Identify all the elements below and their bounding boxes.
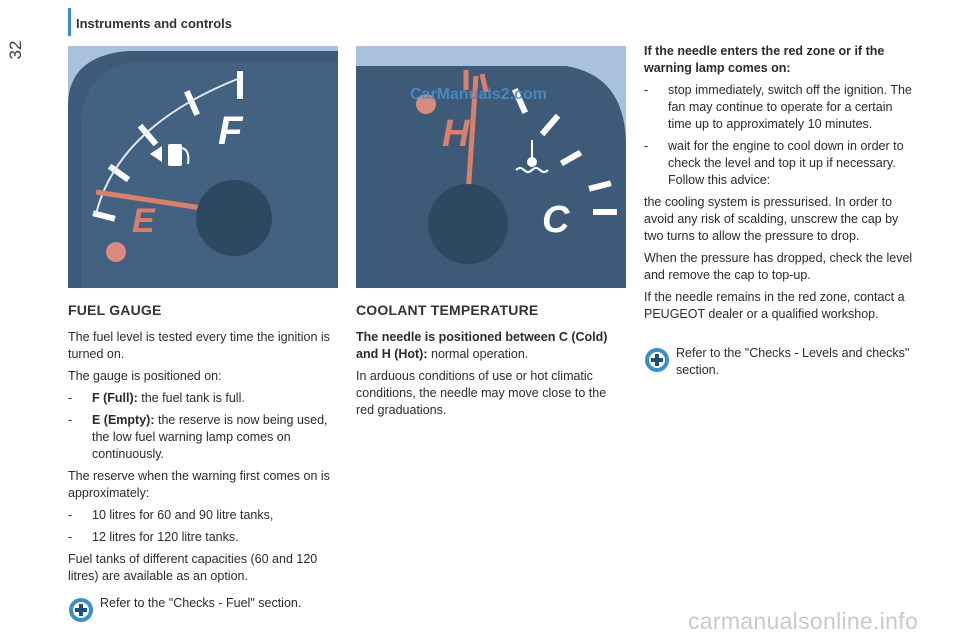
fuel-positioned: The gauge is positioned on:	[68, 369, 222, 383]
photo-watermark: CarManuals2.com	[410, 86, 547, 103]
list-dash: -	[68, 508, 73, 522]
coolant-title: COOLANT TEMPERATURE	[356, 302, 539, 318]
warning-section	[644, 43, 914, 379]
reserve-item-1: 10 litres for 60 and 90 litre tanks,	[92, 508, 274, 522]
warning-pressurised: the cooling system is pressurised. In order to avoid any risk of scalding, unscrew the cap by two turns to allow the pressure to drop.	[644, 195, 899, 243]
coolant-gauge-photo	[356, 46, 626, 288]
list-item	[68, 507, 334, 524]
site-watermark: carmanualsonline.info	[688, 608, 919, 634]
page-number: 32	[6, 40, 25, 60]
list-item	[644, 138, 914, 189]
list-dash: -	[68, 530, 73, 544]
low-fuel-warning-lamp	[106, 242, 126, 262]
empty-text: the reserve is now being used, the low fuel warning lamp comes on continuously.	[92, 413, 328, 461]
warning-dropped: When the pressure has dropped, check the level and remove the cap to top-up.	[644, 251, 913, 282]
gauge-hot-label: H	[442, 113, 470, 155]
warning-item-1: stop immediately, switch off the ignition. The fan may continue to operate for a certain time up to approximately 10 minutes.	[668, 83, 912, 131]
list-dash: -	[68, 413, 73, 427]
list-item	[68, 390, 334, 407]
levels-reference-note	[644, 345, 914, 379]
full-text: the fuel tank is full.	[137, 391, 245, 405]
coolant-normal-text: normal operation.	[427, 347, 529, 361]
empty-label: E (Empty):	[92, 413, 155, 427]
full-label: F (Full):	[92, 391, 138, 405]
reserve-item-2: 12 litres for 120 litre tanks.	[92, 530, 239, 544]
list-item	[68, 412, 334, 463]
coolant-section	[356, 302, 614, 424]
warning-remains: If the needle remains in the red zone, contact a PEUGEOT dealer or a qualified workshop.	[644, 290, 905, 321]
fuel-intro: The fuel level is tested every time the ignition is turned on.	[68, 330, 330, 361]
plus-circle-icon	[644, 347, 670, 373]
list-dash: -	[68, 391, 73, 405]
fuel-tanks: Fuel tanks of different capacities (60 and 120 litres) are available as an option.	[68, 552, 318, 583]
header-accent-bar	[68, 8, 71, 36]
coolant-arduous: In arduous conditions of use or hot climatic conditions, the needle may move close to the red graduations.	[356, 369, 607, 417]
gauge-full-label: F	[218, 109, 243, 153]
list-dash: -	[644, 139, 649, 153]
levels-note-text: Refer to the "Checks - Levels and checks" section.	[676, 346, 910, 377]
list-item	[644, 82, 914, 133]
coolant-bold-text: The needle is positioned between C (Cold) and H (Hot):	[356, 330, 608, 361]
warning-heading: If the needle enters the red zone or if the warning lamp comes on:	[644, 44, 885, 75]
fuel-note-text: Refer to the "Checks - Fuel" section.	[100, 596, 302, 610]
fuel-gauge-section	[68, 302, 334, 623]
fuel-gauge-title: FUEL GAUGE	[68, 302, 162, 318]
fuel-reference-note	[68, 595, 334, 623]
gauge-empty-label: E	[132, 202, 155, 240]
fuel-gauge-photo	[68, 46, 338, 288]
list-dash: -	[644, 83, 649, 97]
plus-circle-icon	[68, 597, 94, 623]
section-title: Instruments and controls	[76, 16, 233, 31]
gauge-cold-label: C	[542, 199, 570, 241]
warning-item-2: wait for the engine to cool down in order to check the level and top it up if necessary. Follow this advice:	[668, 139, 904, 187]
fuel-reserve: The reserve when the warning first comes on is approximately:	[68, 469, 330, 500]
list-item	[68, 529, 334, 546]
